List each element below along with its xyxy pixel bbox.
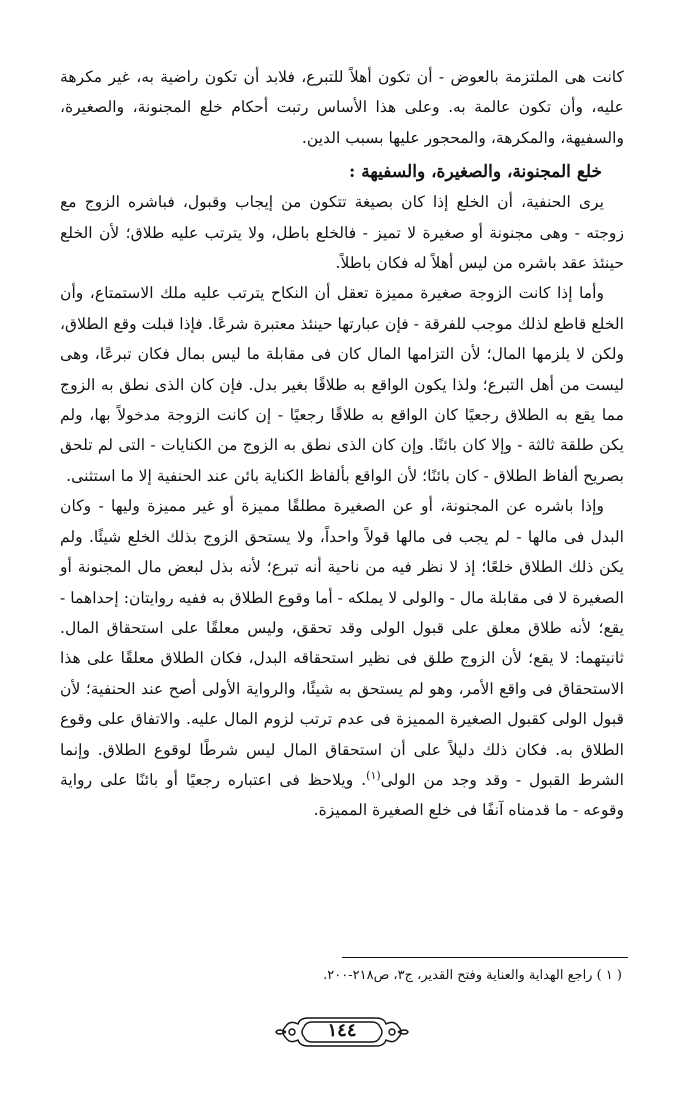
- paragraph-4-text: وإذا باشره عن المجنونة، أو عن الصغيرة مطلقًا مميزة أو غير مميزة وليها - وكان البدل فى مالها - لم يجب فى مالها قولاً واحداً، ولا يستحق الزوج بذلك الخلع شيئًا. ولم يكن ذلك الطلاق خلعًا؛ إذ لا نظر فيه من ناحية أنه تبرع؛ لأنه بذل لبعض مال المجنونة أو الصغيرة لا فى مقابلة مال - والولى لا يملكه - أما وقوع الطلاق به ففيه روايتان: إحداهما - يقع؛ لأنه طلاق معلق على قبول الولى وقد تحقق، وليس معلقًا على استحقاق المال. ثانيتهما: لا يقع؛ لأن الزوج طلق فى نظير استحقاقه البدل، فكان الطلاق معلقًا على هذا الاستحقاق فى واقع الأمر، وهو لم يستحق به شيئًا، والرواية الأولى أصح عند الحنفية؛ لأن قبول الولى كقبول الصغيرة المميزة فى عدم ترتب لزوم المال عليه. والاتفاق على وقوع الطلاق به. فكان ذلك دليلاً على أن استحقاق المال ليس شرطًا لوقوع الطلاق. وإنما الشرط القبول - وقد وجد من الولى: [60, 497, 625, 789]
- paragraph-4-end: . ويلاحظ فى اعتباره رجعيًا أو بائنًا على رواية وقوعه - ما قدمناه آنفًا فى خلع الصغيرة المميزة.: [60, 770, 624, 820]
- paragraph-1: كانت هى الملتزمة بالعوض - أن تكون أهلاً للتبرع، فلابد أن تكون راضية به، غير مكرهة عليه، وأن تكون عالمة به. وعلى هذا الأساس رتبت أحكام خلع المجنونة، والصغيرة، والسفيهة، والمكرهة، والمحجور عليها بسبب الدين.: [60, 68, 624, 147]
- section-heading: خلع المجنونة، والصغيرة، والسفيهة :: [349, 162, 602, 183]
- footnote-divider: [342, 957, 628, 958]
- footnote-marker: (١): [366, 768, 381, 782]
- page-number: ١٤٤: [327, 1020, 357, 1041]
- paragraph-3: وأما إذا كانت الزوجة صغيرة مميزة تعقل أن النكاح يترتب عليه ملك الاستمتاع، وأن الخلع قاطع لذلك موجب للفرقة - فإن عبارتها حينئذ معتبرة شرعًا. فإذا قبلت وقع الطلاق، ولكن لا يلزمها المال؛ لأن التزامها المال كان فى مقابلة ما ليس بمال فكان تبرعًا، وهى ليست من أهل التبرع؛ ولذا يكون الواقع به طلاقًا بغير بدل. فإن كان الذى نطق به الزوج مما يقع به الطلاق رجعيًا كان الواقع به طلاقًا رجعيًا - إن كانت الزوجة مدخولاً بها، ولم يكن طلقة ثالثة - وإلا كان بائنًا. وإن كان الذى نطق به الزوج من الكنايات - التى لم تلحق بصريح ألفاظ الطلاق - كان بائنًا؛ لأن الواقع بألفاظ الكناية بائن عند الحنفية إلا ما استثنى.: [60, 284, 624, 485]
- paragraph-2: يرى الحنفية، أن الخلع إذا كان بصيغة تتكون من إيجاب وقبول، فباشره الزوج مع زوجته - وهى مجنونة أو صغيرة لا تميز - فالخلع باطل، ولا يترتب عليه طلاق؛ لأن الخلع حينئذ عقد باشره من ليس أهلاً له فكان باطلاً.: [60, 193, 624, 273]
- page-number-frame: [274, 1010, 410, 1054]
- footnote: ( ١ ) راجع الهداية والعناية وفتح القدير، ج٣، ص٢١٨-٢٠٠.: [323, 968, 622, 983]
- paragraph-4: [60, 491, 624, 825]
